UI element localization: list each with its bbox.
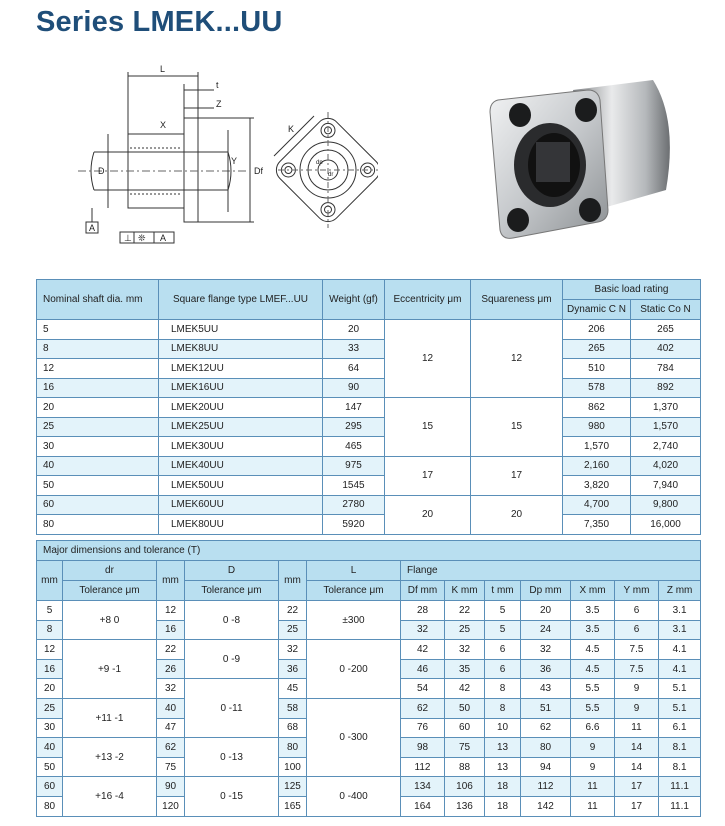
technical-drawing — [78, 60, 378, 250]
D-tolerance-cell: 0 -8 — [185, 601, 279, 640]
label-t: t — [216, 80, 219, 90]
dr-cell: 60 — [37, 777, 63, 797]
z-cell: 4.1 — [659, 659, 701, 679]
k-cell: 75 — [445, 738, 485, 758]
dp-cell: 36 — [521, 659, 571, 679]
t-cell: 5 — [485, 620, 521, 640]
k-cell: 50 — [445, 698, 485, 718]
shaft-cell: 8 — [37, 339, 159, 359]
type-cell: LMEK80UU — [159, 515, 323, 535]
y-cell: 11 — [615, 718, 659, 738]
label-tol-A: A — [160, 233, 167, 243]
weight-cell: 975 — [323, 456, 385, 476]
header-squareness: Squareness μm — [471, 280, 563, 320]
mount-hole — [575, 98, 597, 122]
x-cell: 4.5 — [571, 640, 615, 660]
L-tolerance-cell: 0 -200 — [307, 640, 401, 699]
header-weight: Weight (gf) — [323, 280, 385, 320]
static-cell: 1,570 — [631, 417, 701, 437]
dimensions-table — [36, 540, 701, 817]
D-cell: 26 — [157, 659, 185, 679]
weight-cell: 465 — [323, 437, 385, 457]
t-cell: 8 — [485, 679, 521, 699]
dr-cell: 80 — [37, 796, 63, 816]
y-cell: 14 — [615, 738, 659, 758]
header-static: Static Co N — [631, 300, 701, 320]
dynamic-cell: 206 — [563, 320, 631, 340]
z-cell: 3.1 — [659, 620, 701, 640]
dynamic-cell: 1,570 — [563, 437, 631, 457]
dr-cell: 50 — [37, 757, 63, 777]
y-cell: 6 — [615, 620, 659, 640]
k-cell: 88 — [445, 757, 485, 777]
shaft-cell: 5 — [37, 320, 159, 340]
label-tol-mark: ❊ — [138, 233, 146, 243]
L-cell: 36 — [279, 659, 307, 679]
dynamic-cell: 578 — [563, 378, 631, 398]
dp-cell: 51 — [521, 698, 571, 718]
weight-cell: 295 — [323, 417, 385, 437]
dr-tolerance-cell: +11 -1 — [63, 698, 157, 737]
D-cell: 120 — [157, 796, 185, 816]
t-cell: 10 — [485, 718, 521, 738]
shaft-cell: 25 — [37, 417, 159, 437]
header-mm: mm — [279, 561, 307, 601]
header-y: Y mm — [615, 581, 659, 601]
shaft-cell: 50 — [37, 476, 159, 496]
L-cell: 22 — [279, 601, 307, 621]
x-cell: 5.5 — [571, 698, 615, 718]
shaft-cell: 20 — [37, 398, 159, 418]
weight-cell: 5920 — [323, 515, 385, 535]
header-L: L — [307, 561, 401, 581]
D-cell: 32 — [157, 679, 185, 699]
dp-cell: 142 — [521, 796, 571, 816]
x-cell: 11 — [571, 796, 615, 816]
dp-cell: 94 — [521, 757, 571, 777]
type-cell: LMEK20UU — [159, 398, 323, 418]
df-cell: 54 — [401, 679, 445, 699]
label-Z: Z — [216, 99, 222, 109]
x-cell: 4.5 — [571, 659, 615, 679]
y-cell: 9 — [615, 698, 659, 718]
mount-hole — [579, 198, 601, 222]
load-rating-table — [36, 279, 701, 535]
eccentricity-cell: 12 — [385, 320, 471, 398]
df-cell: 164 — [401, 796, 445, 816]
D-tolerance-cell: 0 -13 — [185, 738, 279, 777]
type-cell: LMEK12UU — [159, 359, 323, 379]
header-mm: mm — [157, 561, 185, 601]
dr-cell: 5 — [37, 601, 63, 621]
t-cell: 5 — [485, 601, 521, 621]
z-cell: 11.1 — [659, 777, 701, 797]
dynamic-cell: 4,700 — [563, 495, 631, 515]
D-cell: 40 — [157, 698, 185, 718]
header-k: K mm — [445, 581, 485, 601]
label-L: L — [160, 64, 166, 74]
type-cell: LMEK60UU — [159, 495, 323, 515]
dr-tolerance-cell: +16 -4 — [63, 777, 157, 816]
D-tolerance-cell: 0 -15 — [185, 777, 279, 816]
header-t: t mm — [485, 581, 521, 601]
y-cell: 7.5 — [615, 640, 659, 660]
t-cell: 18 — [485, 796, 521, 816]
static-cell: 2,740 — [631, 437, 701, 457]
dr-cell: 20 — [37, 679, 63, 699]
z-cell: 3.1 — [659, 601, 701, 621]
shaft-cell: 16 — [37, 378, 159, 398]
x-cell: 11 — [571, 777, 615, 797]
header-flange: Flange — [401, 561, 701, 581]
header-tolerance: Tolerance μm — [185, 581, 279, 601]
df-cell: 32 — [401, 620, 445, 640]
k-cell: 35 — [445, 659, 485, 679]
dr-cell: 12 — [37, 640, 63, 660]
header-dynamic: Dynamic C N — [563, 300, 631, 320]
shaft-cell: 40 — [37, 456, 159, 476]
L-cell: 125 — [279, 777, 307, 797]
D-cell: 75 — [157, 757, 185, 777]
L-cell: 68 — [279, 718, 307, 738]
t-cell: 6 — [485, 659, 521, 679]
header-shaft: Nominal shaft dia. mm — [37, 280, 159, 320]
header-z: Z mm — [659, 581, 701, 601]
z-cell: 5.1 — [659, 698, 701, 718]
x-cell: 5.5 — [571, 679, 615, 699]
weight-cell: 1545 — [323, 476, 385, 496]
D-cell: 12 — [157, 601, 185, 621]
y-cell: 17 — [615, 796, 659, 816]
static-cell: 7,940 — [631, 476, 701, 496]
dr-tolerance-cell: +8 0 — [63, 601, 157, 640]
eccentricity-cell: 17 — [385, 456, 471, 495]
t-cell: 13 — [485, 757, 521, 777]
k-cell: 106 — [445, 777, 485, 797]
dynamic-cell: 980 — [563, 417, 631, 437]
L-cell: 80 — [279, 738, 307, 758]
weight-cell: 33 — [323, 339, 385, 359]
L-cell: 58 — [279, 698, 307, 718]
label-Df: Df — [254, 166, 263, 176]
label-dr: dr — [328, 172, 334, 178]
dp-cell: 20 — [521, 601, 571, 621]
x-cell: 9 — [571, 757, 615, 777]
dr-tolerance-cell: +9 -1 — [63, 640, 157, 699]
dynamic-cell: 2,160 — [563, 456, 631, 476]
t-cell: 8 — [485, 698, 521, 718]
dynamic-cell: 265 — [563, 339, 631, 359]
dynamic-cell: 7,350 — [563, 515, 631, 535]
L-cell: 45 — [279, 679, 307, 699]
k-cell: 22 — [445, 601, 485, 621]
header-tolerance: Tolerance μm — [307, 581, 401, 601]
df-cell: 46 — [401, 659, 445, 679]
df-cell: 28 — [401, 601, 445, 621]
k-cell: 136 — [445, 796, 485, 816]
dr-cell: 8 — [37, 620, 63, 640]
mount-hole — [507, 208, 529, 232]
shaft-cell: 30 — [37, 437, 159, 457]
D-tolerance-cell: 0 -9 — [185, 640, 279, 679]
x-cell: 6.6 — [571, 718, 615, 738]
dr-cell: 25 — [37, 698, 63, 718]
static-cell: 1,370 — [631, 398, 701, 418]
type-cell: LMEK5UU — [159, 320, 323, 340]
L-cell: 165 — [279, 796, 307, 816]
x-cell: 3.5 — [571, 620, 615, 640]
header-eccentricity: Eccentricity μm — [385, 280, 471, 320]
dp-cell: 32 — [521, 640, 571, 660]
y-cell: 14 — [615, 757, 659, 777]
static-cell: 16,000 — [631, 515, 701, 535]
df-cell: 76 — [401, 718, 445, 738]
z-cell: 8.1 — [659, 738, 701, 758]
static-cell: 402 — [631, 339, 701, 359]
L-cell: 32 — [279, 640, 307, 660]
D-cell: 47 — [157, 718, 185, 738]
header-type: Square flange type LMEF...UU — [159, 280, 323, 320]
label-X: X — [160, 120, 167, 130]
type-cell: LMEK30UU — [159, 437, 323, 457]
D-cell: 22 — [157, 640, 185, 660]
df-cell: 112 — [401, 757, 445, 777]
page-title: Series LMEK...UU — [36, 6, 283, 38]
table-caption: Major dimensions and tolerance (T) — [37, 541, 701, 561]
dr-cell: 30 — [37, 718, 63, 738]
flange-side — [184, 118, 198, 222]
L-tolerance-cell: 0 -400 — [307, 777, 401, 816]
type-cell: LMEK8UU — [159, 339, 323, 359]
type-cell: LMEK40UU — [159, 456, 323, 476]
static-cell: 4,020 — [631, 456, 701, 476]
label-tol-symbol: ⊥ — [124, 233, 132, 243]
weight-cell: 64 — [323, 359, 385, 379]
t-cell: 6 — [485, 640, 521, 660]
y-cell: 7.5 — [615, 659, 659, 679]
eccentricity-cell: 15 — [385, 398, 471, 457]
dr-cell: 16 — [37, 659, 63, 679]
header-x: X mm — [571, 581, 615, 601]
dynamic-cell: 862 — [563, 398, 631, 418]
weight-cell: 20 — [323, 320, 385, 340]
dp-cell: 112 — [521, 777, 571, 797]
static-cell: 784 — [631, 359, 701, 379]
header-df: Df mm — [401, 581, 445, 601]
label-K: K — [288, 124, 295, 134]
weight-cell: 2780 — [323, 495, 385, 515]
t-cell: 13 — [485, 738, 521, 758]
static-cell: 9,800 — [631, 495, 701, 515]
df-cell: 62 — [401, 698, 445, 718]
L-tolerance-cell: ±300 — [307, 601, 401, 640]
z-cell: 5.1 — [659, 679, 701, 699]
dp-cell: 24 — [521, 620, 571, 640]
squareness-cell: 17 — [471, 456, 563, 495]
x-cell: 9 — [571, 738, 615, 758]
product-photo — [478, 60, 688, 260]
df-cell: 42 — [401, 640, 445, 660]
dynamic-cell: 3,820 — [563, 476, 631, 496]
y-cell: 17 — [615, 777, 659, 797]
z-cell: 4.1 — [659, 640, 701, 660]
header-D: D — [185, 561, 279, 581]
L-cell: 25 — [279, 620, 307, 640]
k-cell: 32 — [445, 640, 485, 660]
z-cell: 8.1 — [659, 757, 701, 777]
z-cell: 11.1 — [659, 796, 701, 816]
dp-cell: 43 — [521, 679, 571, 699]
weight-cell: 90 — [323, 378, 385, 398]
static-cell: 892 — [631, 378, 701, 398]
header-tolerance: Tolerance μm — [63, 581, 157, 601]
shaft-cell: 60 — [37, 495, 159, 515]
D-cell: 90 — [157, 777, 185, 797]
shaft-cell: 80 — [37, 515, 159, 535]
D-tolerance-cell: 0 -11 — [185, 679, 279, 738]
type-cell: LMEK16UU — [159, 378, 323, 398]
dynamic-cell: 510 — [563, 359, 631, 379]
y-cell: 6 — [615, 601, 659, 621]
squareness-cell: 15 — [471, 398, 563, 457]
df-cell: 134 — [401, 777, 445, 797]
dp-cell: 80 — [521, 738, 571, 758]
label-Y: Y — [231, 156, 238, 166]
header-dr: dr — [63, 561, 157, 581]
df-cell: 98 — [401, 738, 445, 758]
L-cell: 100 — [279, 757, 307, 777]
dr-tolerance-cell: +13 -2 — [63, 738, 157, 777]
header-load-rating: Basic load rating — [563, 280, 701, 300]
label-datum-A: A — [89, 223, 96, 233]
squareness-cell: 12 — [471, 320, 563, 398]
weight-cell: 147 — [323, 398, 385, 418]
dr-cell: 40 — [37, 738, 63, 758]
z-cell: 6.1 — [659, 718, 701, 738]
k-cell: 42 — [445, 679, 485, 699]
y-cell: 9 — [615, 679, 659, 699]
type-cell: LMEK50UU — [159, 476, 323, 496]
dp-cell: 62 — [521, 718, 571, 738]
header-mm: mm — [37, 561, 63, 601]
k-cell: 25 — [445, 620, 485, 640]
t-cell: 18 — [485, 777, 521, 797]
L-tolerance-cell: 0 -300 — [307, 698, 401, 776]
mount-hole — [509, 103, 531, 127]
static-cell: 265 — [631, 320, 701, 340]
x-cell: 3.5 — [571, 601, 615, 621]
D-cell: 62 — [157, 738, 185, 758]
shaft-cell: 12 — [37, 359, 159, 379]
header-dp: Dp mm — [521, 581, 571, 601]
k-cell: 60 — [445, 718, 485, 738]
squareness-cell: 20 — [471, 495, 563, 534]
D-cell: 16 — [157, 620, 185, 640]
label-dp: dp — [316, 160, 323, 166]
eccentricity-cell: 20 — [385, 495, 471, 534]
type-cell: LMEK25UU — [159, 417, 323, 437]
label-D: D — [98, 166, 105, 176]
